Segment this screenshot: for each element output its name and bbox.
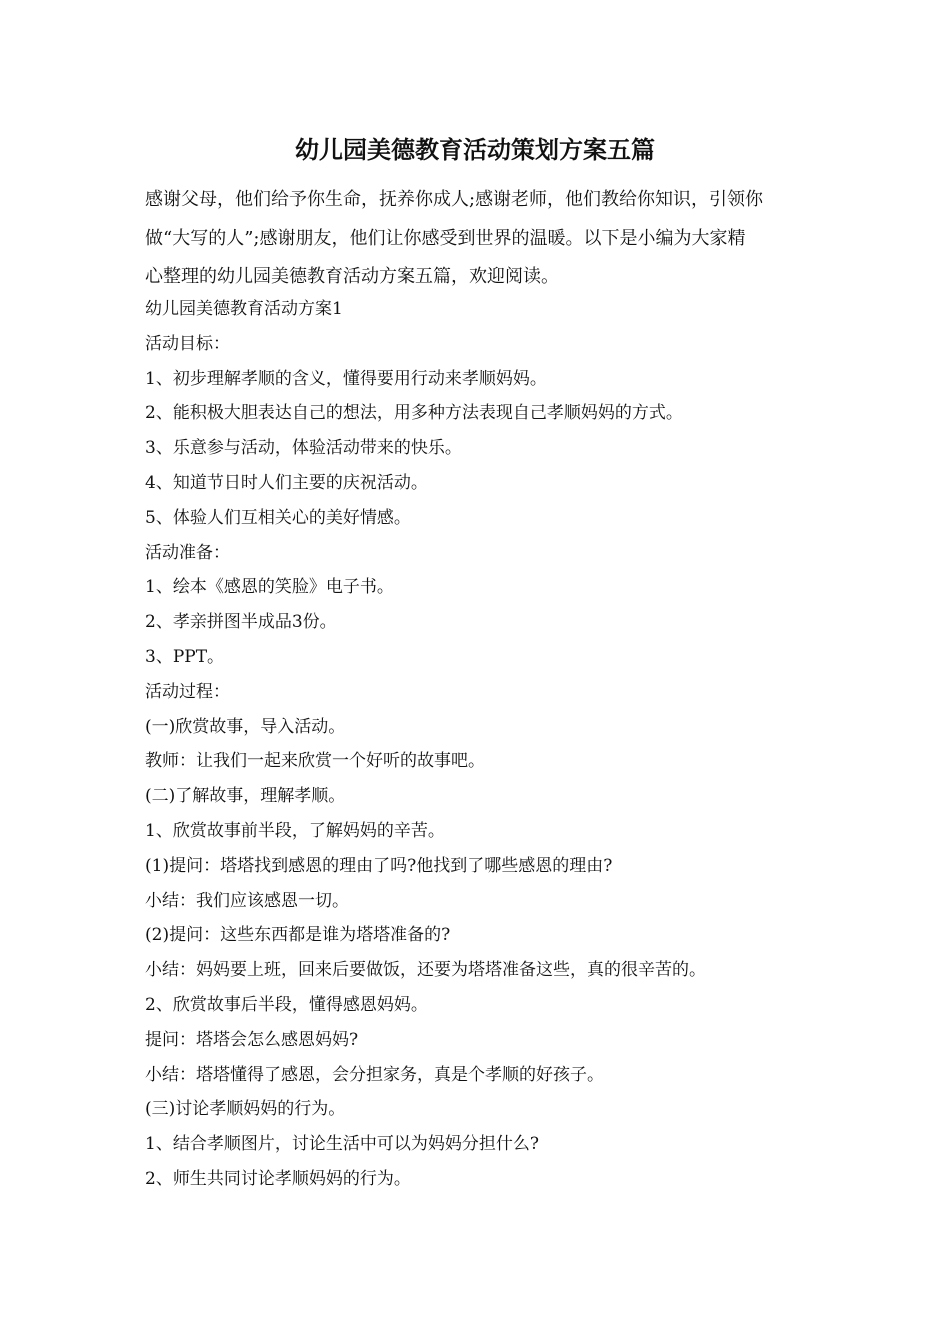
goal-item: 3、乐意参与活动，体验活动带来的快乐。 [145, 438, 462, 459]
process-text: 提问：塔塔会怎么感恩妈妈? [145, 1029, 359, 1050]
process-text: 小结：我们应该感恩一切。 [145, 890, 349, 911]
goal-item: 5、体验人们互相关心的美好情感。 [145, 507, 411, 528]
subheading-process: 活动过程： [145, 681, 230, 702]
process-step: (三)讨论孝顺妈妈的行为。 [145, 1099, 346, 1120]
goal-item: 2、能积极大胆表达自己的想法，用多种方法表现自己孝顺妈妈的方式。 [145, 403, 683, 424]
section-heading: 幼儿园美德教育活动方案1 [145, 299, 343, 319]
goal-item: 4、知道节日时人们主要的庆祝活动。 [145, 472, 428, 493]
document-title: 幼儿园美德教育活动策划方案五篇 [295, 135, 655, 164]
body-text [145, 292, 810, 1197]
process-step: (一)欣赏故事，导入活动。 [145, 716, 346, 737]
subheading-goals: 活动目标： [145, 333, 230, 354]
goal-item: 1、初步理解孝顺的含义，懂得要用行动来孝顺妈妈。 [145, 368, 547, 389]
process-text: 1、结合孝顺图片，讨论生活中可以为妈妈分担什么? [145, 1134, 539, 1155]
process-text: 教师：让我们一起来欣赏一个好听的故事吧。 [145, 751, 485, 772]
process-text: 1、欣赏故事前半段，了解妈妈的辛苦。 [145, 820, 445, 841]
intro-line: 感谢父母，他们给予你生命，抚养你成人;感谢老师，他们教给你知识，引领你 [145, 189, 764, 210]
subheading-preparation: 活动准备： [145, 542, 230, 563]
preparation-item: 2、孝亲拼图半成品3份。 [145, 612, 337, 633]
process-text: 小结：妈妈要上班，回来后要做饭，还要为塔塔准备这些，真的很辛苦的。 [145, 960, 706, 981]
process-text: (2)提问：这些东西都是谁为塔塔准备的? [145, 925, 451, 946]
process-text: 2、师生共同讨论孝顺妈妈的行为。 [145, 1168, 411, 1189]
process-text: 2、欣赏故事后半段，懂得感恩妈妈。 [145, 994, 428, 1015]
process-text: 小结：塔塔懂得了感恩，会分担家务，真是个孝顺的好孩子。 [145, 1064, 604, 1085]
intro-line: 做“大写的人”;感谢朋友，他们让你感受到世界的温暖。以下是小编为大家精 [145, 227, 746, 249]
preparation-item: 3、PPT。 [145, 646, 225, 667]
intro-line: 心整理的幼儿园美德教育活动方案五篇，欢迎阅读。 [145, 266, 559, 287]
preparation-item: 1、绘本《感恩的笑脸》电子书。 [145, 577, 394, 598]
process-step: (二)了解故事，理解孝顺。 [145, 786, 346, 807]
process-text: (1)提问：塔塔找到感恩的理由了吗?他找到了哪些感恩的理由? [145, 855, 613, 876]
intro-paragraph [145, 181, 810, 297]
